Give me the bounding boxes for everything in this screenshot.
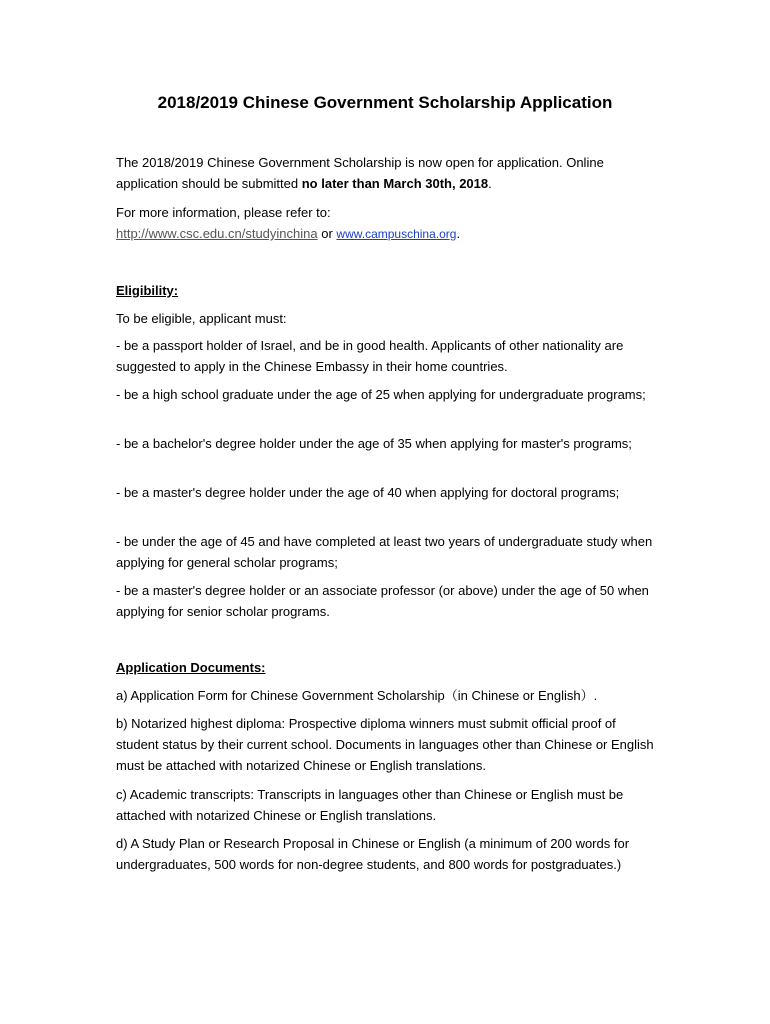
- eligibility-lead: To be eligible, applicant must:: [116, 311, 287, 326]
- intro-text: The 2018/2019 Chinese Government Scholarship is now open for application. Online application should be submitted: [116, 155, 604, 191]
- eligibility-item: - be under the age of 45 and have completed at least two years of undergraduate study when applying for general scholar programs;: [116, 534, 653, 570]
- eligibility-item: - be a high school graduate under the age of 25 when applying for undergraduate programs;: [116, 387, 646, 402]
- csc-link[interactable]: http://www.csc.edu.cn/studyinchina: [116, 226, 318, 241]
- more-info-paragraph: [116, 202, 656, 245]
- eligibility-item: - be a bachelor's degree holder under the age of 35 when applying for master's programs;: [116, 436, 632, 451]
- document-item: b) Notarized highest diploma: Prospective diploma winners must submit official proof of student status by their current school. Documents in languages other than Chinese or English must be attached with notarized Chinese or English translations.: [116, 716, 654, 773]
- page-title: 2018/2019 Chinese Government Scholarship Application: [157, 93, 613, 112]
- eligibility-item: - be a master's degree holder under the age of 40 when applying for doctoral programs;: [116, 485, 620, 500]
- document-item: d) A Study Plan or Research Proposal in Chinese or English (a minimum of 200 words for undergraduates, 500 words for non-degree students, and 800 words for postgraduates.): [116, 836, 630, 872]
- document-item: c) Academic transcripts: Transcripts in languages other than Chinese or English must be attached with notarized Chinese or English translations.: [116, 787, 624, 823]
- eligibility-heading: Eligibility:: [116, 283, 179, 298]
- documents-heading: Application Documents:: [116, 660, 266, 675]
- document-item: a) Application Form for Chinese Government Scholarship（in Chinese or English）.: [116, 688, 598, 703]
- deadline-text: no later than March 30th, 2018: [301, 176, 489, 191]
- link-end: .: [456, 226, 461, 241]
- eligibility-item: - be a master's degree holder or an associate professor (or above) under the age of 50 when applying for senior scholar programs.: [116, 583, 649, 619]
- more-info-label: For more information, please refer to:: [116, 205, 331, 220]
- eligibility-item: - be a passport holder of Israel, and be in good health. Applicants of other nationality are suggested to apply in the Chinese Embassy in their home countries.: [116, 338, 624, 374]
- more-info-links: [116, 223, 656, 245]
- intro-paragraph: [116, 152, 656, 194]
- intro-end: .: [488, 176, 492, 191]
- link-connector: or: [317, 226, 337, 241]
- campuschina-link[interactable]: www.campuschina.org: [336, 227, 457, 241]
